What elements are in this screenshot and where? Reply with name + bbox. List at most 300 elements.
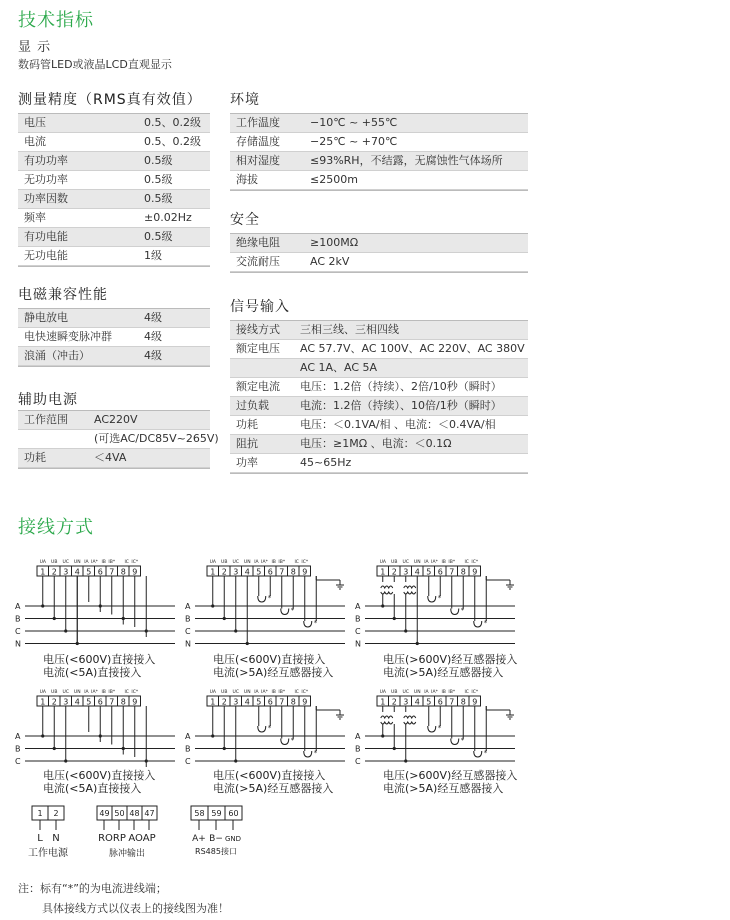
row-value: 0.5、0.2级: [144, 116, 201, 129]
row-value: 三相三线、三相四线: [300, 323, 399, 336]
terminal-label: IB*: [108, 690, 116, 695]
table-row: [18, 347, 210, 366]
terminal-number: 6: [267, 567, 273, 577]
terminal-label: IA*: [91, 560, 98, 565]
row-key: 有功电能: [24, 230, 68, 243]
row-key: 无功功率: [24, 173, 68, 186]
star-mark: *: [313, 619, 318, 627]
terminal-label: UB: [221, 690, 228, 695]
row-value: ≥100MΩ: [310, 236, 359, 249]
line-label: C: [355, 757, 361, 766]
terminal-number: 4: [244, 697, 250, 707]
terminal-label: UC: [402, 690, 409, 695]
terminal-number: 7: [449, 567, 455, 577]
table-row: [230, 435, 528, 454]
row-key: 功率因数: [24, 192, 68, 205]
terminal-label: UB: [51, 560, 58, 565]
terminal-number: 6: [267, 697, 273, 707]
row-value: 电压：≥1MΩ 、电流：＜0.1Ω: [300, 437, 452, 450]
terminal-number: 8: [290, 567, 296, 577]
terminal-label: IA: [424, 560, 429, 565]
terminal-number: 7: [449, 697, 455, 707]
star-mark: *: [437, 594, 442, 602]
terminal-number: 8: [120, 567, 126, 577]
terminal-number: 5: [426, 697, 432, 707]
table-row: [230, 253, 528, 272]
row-value: ＜4VA: [94, 451, 127, 464]
terminal-number: 7: [109, 697, 115, 707]
aux-block-label: RS485接口: [195, 847, 237, 856]
row-value: −10℃ ~ +55℃: [310, 116, 398, 129]
row-value: ±0.02Hz: [144, 211, 192, 224]
terminal-label: IB: [101, 690, 106, 695]
junction-dot: [404, 629, 407, 632]
table-row: [230, 416, 528, 435]
table-row: [230, 171, 528, 190]
ct-coil: [304, 751, 312, 757]
junction-dot: [393, 747, 396, 750]
row-key: 功率: [236, 456, 258, 469]
terminal-label: UA: [39, 560, 46, 565]
line-label: A: [15, 602, 21, 611]
caption-d2: 电压(<600V)直接接入 电流(>5A)经互感器接入: [213, 653, 334, 679]
table-row: [230, 340, 528, 359]
junction-dot: [145, 759, 148, 762]
line-label: C: [185, 757, 191, 766]
terminal-label: IA: [254, 690, 259, 695]
terminal-label: UC: [62, 690, 69, 695]
junction-dot: [246, 642, 249, 645]
terminal-number: 6: [437, 697, 443, 707]
terminal-number: 7: [279, 697, 285, 707]
terminal-number: 5: [256, 567, 262, 577]
terminal-label: UC: [62, 560, 69, 565]
row-value: AC 2kV: [310, 255, 350, 268]
ct-coil: [281, 739, 289, 745]
table-row: [18, 114, 210, 133]
terminal-label: UA: [39, 690, 46, 695]
star-mark: *: [460, 736, 465, 745]
environment-title: 环境: [230, 92, 260, 108]
terminal-number: 1: [210, 567, 216, 577]
ct-coil: [474, 621, 482, 627]
terminal-label: UA: [379, 690, 386, 695]
terminal-label: UC: [232, 690, 239, 695]
aux-terminal-number: 59: [211, 809, 222, 818]
vt-coil: [404, 716, 416, 718]
row-value: 1级: [144, 249, 162, 262]
row-value: AC 57.7V、AC 100V、AC 220V、AC 380V: [300, 342, 525, 355]
ct-coil: [258, 726, 266, 732]
table-row: [230, 378, 528, 397]
aux-terminal-number: 1: [37, 809, 43, 818]
terminal-number: 9: [132, 567, 138, 577]
row-key: 电流: [24, 135, 46, 148]
terminal-number: 1: [380, 567, 386, 577]
table-row: [18, 309, 210, 328]
terminal-number: 1: [380, 697, 386, 707]
terminal-label: IB: [271, 690, 276, 695]
terminal-number: 4: [244, 567, 250, 577]
aux-terminal-number: 48: [129, 809, 140, 818]
row-key: 过负载: [236, 399, 269, 412]
junction-dot: [223, 747, 226, 750]
row-key: 电压: [24, 116, 46, 129]
terminal-number: 5: [86, 697, 92, 707]
terminal-number: 9: [472, 567, 478, 577]
junction-dot: [211, 604, 214, 607]
line-label: B: [15, 744, 21, 754]
aux-terminal-number: 49: [99, 809, 110, 818]
terminal-number: 4: [74, 567, 80, 577]
line-label: B: [185, 744, 191, 754]
star-mark: *: [267, 594, 272, 602]
caption-d4: 电压(<600V)直接接入 电流(<5A)直接接入: [43, 769, 156, 795]
star-mark: *: [313, 749, 318, 757]
line-label: A: [355, 602, 361, 611]
junction-dot: [234, 759, 237, 762]
caption-d5: 电压(<600V)直接接入 电流(>5A)经互感器接入: [213, 769, 334, 795]
row-value: 0.5级: [144, 154, 173, 167]
row-value: 4级: [144, 330, 162, 343]
terminal-number: 6: [437, 567, 443, 577]
aux-terminal-number: 60: [228, 809, 239, 818]
line-label: C: [185, 627, 191, 636]
display-desc: 数码管LED或液晶LCD直观显示: [18, 58, 172, 71]
ct-coil: [428, 596, 436, 602]
terminal-label: IC*: [131, 560, 139, 565]
row-key: 功耗: [236, 418, 258, 431]
table-row: [18, 171, 210, 190]
table-row: [18, 133, 210, 152]
star-mark: *: [437, 724, 442, 732]
row-key: 频率: [24, 211, 46, 224]
aux-power-title: 辅助电源: [18, 392, 78, 408]
table-row: [18, 152, 210, 171]
vt-coil: [404, 722, 416, 724]
terminal-label: UN: [413, 560, 421, 565]
terminal-label: IC*: [131, 690, 139, 695]
terminal-label: IA: [254, 560, 259, 565]
row-value: AC220V: [94, 413, 138, 426]
terminal-number: 4: [414, 697, 420, 707]
note-line-1: 注：标有“*”的为电流进线端；: [18, 882, 167, 895]
terminal-number: 2: [51, 697, 57, 707]
terminal-label: UA: [209, 690, 216, 695]
row-key: 功耗: [24, 451, 46, 464]
caption-d3: 电压(>600V)经互感器接入 电流(>5A)经互感器接入: [383, 653, 518, 679]
aux-pin-label: N: [52, 833, 60, 844]
terminal-number: 2: [221, 697, 227, 707]
row-key: 接线方式: [236, 323, 280, 336]
table-row: [230, 133, 528, 152]
row-key: 相对湿度: [236, 154, 280, 167]
wiring-diagrams: [0, 548, 730, 859]
table-row: [18, 228, 210, 247]
junction-dot: [416, 642, 419, 645]
star-mark: *: [483, 749, 488, 757]
row-value: 电压：＜0.1VA/相 、电流：＜0.4VA/相: [300, 418, 496, 431]
row-key: 静电放电: [24, 311, 68, 324]
terminal-number: 9: [302, 567, 308, 577]
line-label: C: [15, 757, 21, 766]
terminal-label: IA: [84, 690, 89, 695]
terminal-label: IA: [84, 560, 89, 565]
junction-dot: [53, 617, 56, 620]
terminal-label: IB*: [448, 690, 456, 695]
caption-d6: 电压(>600V)经互感器接入 电流(>5A)经互感器接入: [383, 769, 518, 795]
note-line-2: 具体接线方式以仪表上的接线图为准！: [42, 902, 229, 915]
aux-pin-label: GND: [224, 835, 242, 843]
terminal-label: IC*: [471, 560, 479, 565]
display-title: 显 示: [18, 40, 52, 55]
terminal-label: IC: [124, 560, 129, 565]
terminal-label: IA*: [261, 560, 268, 565]
row-value: ≤2500m: [310, 173, 358, 186]
star-mark: *: [460, 606, 465, 615]
safety-title: 安全: [230, 212, 260, 228]
terminal-label: IA*: [261, 690, 268, 695]
terminal-label: UB: [221, 560, 228, 565]
terminal-label: IC: [464, 690, 469, 695]
row-key: 有功功率: [24, 154, 68, 167]
terminal-label: IA*: [431, 690, 438, 695]
terminal-label: IC: [294, 560, 299, 565]
vt-coil: [381, 586, 393, 588]
aux-pin-label: B−: [209, 834, 223, 844]
row-key: 海拔: [236, 173, 258, 186]
line-label: C: [15, 627, 21, 636]
line-label: C: [355, 627, 361, 636]
aux-block-label: 脉冲输出: [108, 849, 146, 859]
terminal-number: 4: [74, 697, 80, 707]
terminal-number: 4: [414, 567, 420, 577]
terminal-number: 3: [233, 697, 239, 707]
vt-coil: [381, 716, 393, 718]
terminal-label: IB*: [278, 560, 286, 565]
terminal-number: 1: [40, 567, 46, 577]
junction-dot: [381, 734, 384, 737]
line-label: N: [355, 639, 361, 649]
terminal-label: IB: [441, 690, 446, 695]
table-row: [18, 449, 210, 468]
terminal-label: IB: [101, 560, 106, 565]
terminal-number: 5: [256, 697, 262, 707]
terminal-number: 1: [210, 697, 216, 707]
terminal-number: 3: [63, 697, 69, 707]
line-label: N: [185, 639, 191, 649]
line-label: B: [355, 614, 361, 624]
row-value: 0.5级: [144, 230, 173, 243]
vt-coil: [404, 586, 416, 588]
row-key: 交流耐压: [236, 255, 280, 268]
row-value: (可选AC/DC85V~265V): [94, 432, 219, 445]
aux-terminal-number: 2: [53, 809, 59, 818]
junction-dot: [122, 617, 125, 620]
ct-coil: [258, 596, 266, 602]
junction-dot: [41, 604, 44, 607]
row-value: 0.5、0.2级: [144, 135, 201, 148]
line-label: A: [185, 602, 191, 611]
table-row: [230, 454, 528, 473]
table-row: [18, 411, 210, 430]
aux-terminal-number: 50: [114, 809, 125, 818]
terminal-label: IA*: [91, 690, 98, 695]
line-label: A: [15, 732, 21, 741]
junction-dot: [211, 734, 214, 737]
terminal-label: IA*: [431, 560, 438, 565]
row-value: 0.5级: [144, 173, 173, 186]
terminal-label: IB: [441, 560, 446, 565]
row-value: 电压：1.2倍（持续）、2倍/10秒（瞬时）: [300, 380, 502, 393]
terminal-number: 8: [460, 567, 466, 577]
junction-dot: [53, 747, 56, 750]
terminal-label: IC: [294, 690, 299, 695]
table-row: [18, 209, 210, 228]
terminal-label: UB: [391, 560, 398, 565]
terminal-label: UN: [243, 560, 251, 565]
table-row: [230, 152, 528, 171]
row-key: 存储温度: [236, 135, 280, 148]
terminal-number: 6: [97, 697, 103, 707]
terminal-label: UB: [391, 690, 398, 695]
terminal-label: UB: [51, 690, 58, 695]
row-value: 4级: [144, 311, 162, 324]
terminal-number: 2: [51, 567, 57, 577]
terminal-label: IB*: [108, 560, 116, 565]
terminal-number: 3: [403, 697, 409, 707]
junction-dot: [234, 629, 237, 632]
terminal-number: 8: [460, 697, 466, 707]
signal-title: 信号输入: [230, 299, 290, 315]
terminal-label: UA: [209, 560, 216, 565]
row-key: 浪涌（冲击）: [24, 349, 90, 362]
row-key: 阻抗: [236, 437, 258, 450]
table-row: [230, 114, 528, 133]
terminal-label: IB: [271, 560, 276, 565]
junction-dot: [404, 759, 407, 762]
junction-dot: [381, 604, 384, 607]
row-value: 4级: [144, 349, 162, 362]
line-label: A: [185, 732, 191, 741]
terminal-label: UN: [243, 690, 251, 695]
terminal-number: 3: [403, 567, 409, 577]
terminal-number: 2: [221, 567, 227, 577]
terminal-label: IC*: [301, 690, 309, 695]
junction-dot: [223, 617, 226, 620]
table-row: [230, 321, 528, 340]
aux-pin-label: A+: [192, 834, 206, 844]
row-value: AC 1A、AC 5A: [300, 361, 378, 374]
vt-coil: [381, 722, 393, 724]
row-key: 无功电能: [24, 249, 68, 262]
terminal-number: 9: [302, 697, 308, 707]
wiring-title: 接线方式: [18, 517, 94, 538]
terminal-number: 6: [97, 567, 103, 577]
accuracy-table: [18, 113, 210, 267]
star-mark: *: [267, 724, 272, 732]
terminal-number: 2: [391, 567, 397, 577]
row-value: 0.5级: [144, 192, 173, 205]
terminal-number: 9: [472, 697, 478, 707]
row-key: 额定电流: [236, 380, 280, 393]
terminal-number: 1: [40, 697, 46, 707]
terminal-number: 7: [109, 567, 115, 577]
ct-coil: [451, 609, 459, 615]
terminal-label: UN: [413, 690, 421, 695]
junction-dot: [64, 629, 67, 632]
line-label: N: [15, 639, 21, 649]
page-title: 技术指标: [18, 10, 94, 31]
table-row: [230, 397, 528, 416]
terminal-label: IA: [424, 690, 429, 695]
junction-dot: [41, 734, 44, 737]
aux-pin-label: AOAP: [128, 833, 156, 844]
environment-table: [230, 113, 528, 191]
ct-coil: [428, 726, 436, 732]
line-label: B: [15, 614, 21, 624]
table-row: [18, 430, 219, 449]
table-row: [230, 359, 528, 378]
terminal-number: 2: [391, 697, 397, 707]
terminal-number: 3: [233, 567, 239, 577]
terminal-number: 5: [86, 567, 92, 577]
junction-dot: [393, 617, 396, 620]
star-mark: *: [290, 736, 295, 745]
terminal-label: UN: [73, 690, 81, 695]
terminal-number: 3: [63, 567, 69, 577]
table-row: [18, 328, 210, 347]
ct-coil: [281, 609, 289, 615]
terminal-number: 5: [426, 567, 432, 577]
terminal-label: IB*: [278, 690, 286, 695]
terminal-label: IC: [124, 690, 129, 695]
line-label: B: [355, 744, 361, 754]
aux-pin-label: L: [37, 833, 43, 844]
terminal-number: 8: [290, 697, 296, 707]
vt-coil: [404, 592, 416, 594]
junction-dot: [99, 734, 102, 737]
aux-pin-label: RORP: [98, 833, 126, 844]
star-mark: *: [483, 619, 488, 627]
row-key: 额定电压: [236, 342, 280, 355]
row-key: 工作温度: [236, 116, 280, 129]
row-value: 电流：1.2倍（持续）、10倍/1秒（瞬时）: [300, 399, 502, 412]
table-row: [18, 190, 210, 209]
ct-coil: [451, 739, 459, 745]
signal-table: [230, 320, 528, 474]
terminal-label: IC*: [471, 690, 479, 695]
terminal-label: IB*: [448, 560, 456, 565]
aux-block-label: 工作电源: [28, 848, 68, 859]
row-key: 绝缘电阻: [236, 236, 280, 249]
row-key: 工作范围: [24, 413, 68, 426]
line-label: A: [355, 732, 361, 741]
table-row: [18, 247, 210, 266]
terminal-label: UC: [232, 560, 239, 565]
row-value: ≤93%RH，不结露，无腐蚀性气体场所: [310, 154, 503, 167]
aux-terminal-number: 58: [194, 809, 205, 818]
terminal-number: 9: [132, 697, 138, 707]
emc-table: [18, 308, 210, 367]
junction-dot: [122, 747, 125, 750]
junction-dot: [145, 629, 148, 632]
ct-coil: [474, 751, 482, 757]
caption-d1: 电压(<600V)直接接入 电流(<5A)直接接入: [43, 653, 156, 679]
aux-power-table: [18, 410, 219, 469]
accuracy-title: 测量精度（RMS真有效值）: [18, 92, 202, 108]
row-value: 45~65Hz: [300, 456, 352, 469]
